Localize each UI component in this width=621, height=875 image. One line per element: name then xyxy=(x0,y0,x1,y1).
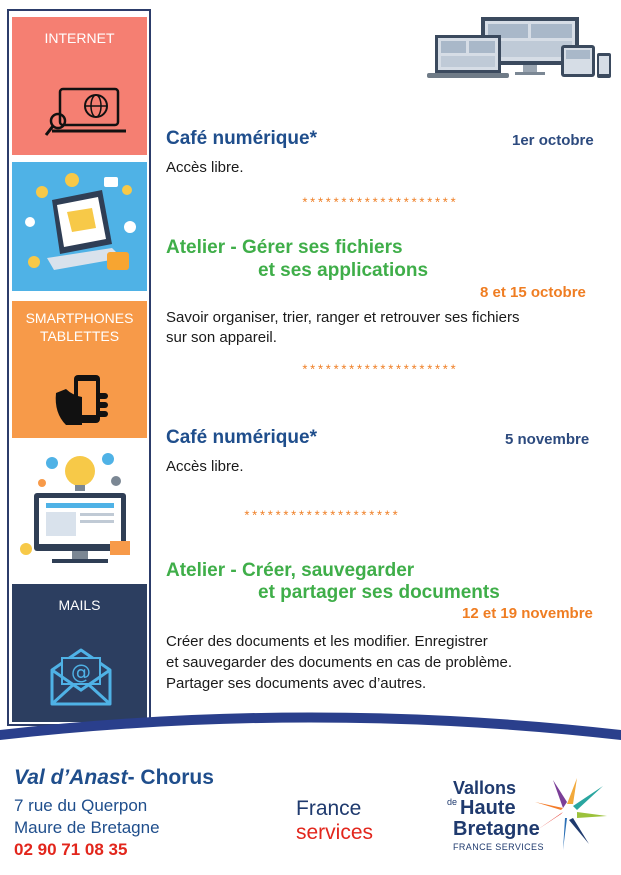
event-2-date: 8 et 15 octobre xyxy=(480,284,586,301)
mails-label: MAILS xyxy=(58,597,101,613)
event-2-desc-line1: Savoir organiser, trier, ranger et retrouver ses fichiers xyxy=(166,309,520,326)
event-3-desc: Accès libre. xyxy=(166,458,244,475)
vhb-line1: Vallons xyxy=(453,778,517,798)
footer-wave xyxy=(0,700,621,760)
event-3-title: Café numérique* xyxy=(166,427,317,448)
event-1-desc: Accès libre. xyxy=(166,159,244,176)
laptop-globe-icon xyxy=(44,85,134,143)
event-2-title-line2: et ses applications xyxy=(258,260,429,281)
tile-smartphones xyxy=(12,301,147,438)
france-services-line2: services xyxy=(296,821,374,844)
smartphones-label: SMARTPHONES xyxy=(25,310,134,326)
event-2-title-line1: Atelier - Gérer ses fichiers xyxy=(166,237,403,258)
vhb-subtitle: FRANCE SERVICES xyxy=(453,842,544,852)
vhb-de: de xyxy=(447,797,458,807)
event-1-title: Café numérique* xyxy=(166,128,317,149)
event-3-date: 5 novembre xyxy=(505,431,590,448)
separator-3: ******************** xyxy=(243,509,400,524)
tile-desktop-illustration xyxy=(12,441,147,576)
computer-apps-illustration xyxy=(12,162,147,291)
vhb-line3: Bretagne xyxy=(453,818,540,840)
devices-illustration xyxy=(425,15,615,80)
tile-internet xyxy=(12,17,147,155)
address-line1: 7 rue du Querpon xyxy=(14,796,148,815)
svg-text:@: @ xyxy=(71,660,91,684)
event-4-date: 12 et 19 novembre xyxy=(462,605,593,622)
vhb-line2: Haute xyxy=(460,797,516,819)
envelope-at-icon xyxy=(50,648,112,706)
org-name-rest: - Chorus xyxy=(127,766,214,789)
desktop-lightbulb-illustration xyxy=(12,441,147,576)
internet-label: INTERNET xyxy=(44,30,115,46)
hand-phone-icon xyxy=(52,373,112,429)
event-4-title-line2: et partager ses documents xyxy=(258,582,500,603)
tablettes-label: TABLETTES xyxy=(39,328,120,344)
event-1-date: 1er octobre xyxy=(512,132,594,149)
event-4-title-line1: Atelier - Créer, sauvegarder xyxy=(166,560,415,581)
address-line2: Maure de Bretagne xyxy=(14,818,160,837)
event-4-desc-line1: Créer des documents et les modifier. Enregistrer xyxy=(166,633,488,650)
event-2-desc-line2: sur son appareil. xyxy=(166,329,277,346)
separator-2: ******************** xyxy=(301,363,458,378)
vhb-star-logo xyxy=(533,772,609,852)
event-4-desc-line2: et sauvegarder des documents en cas de problème. xyxy=(166,654,513,671)
org-name-bold: Val d’Anast xyxy=(14,766,128,789)
separator-1: ******************** xyxy=(301,196,458,211)
tile-computer-illustration xyxy=(12,162,147,291)
phone-number: 02 90 71 08 35 xyxy=(14,840,128,859)
org-name xyxy=(14,766,214,790)
event-4-desc-line3: Partager ses documents avec d’autres. xyxy=(166,675,427,692)
france-services-line1: France xyxy=(296,797,362,820)
